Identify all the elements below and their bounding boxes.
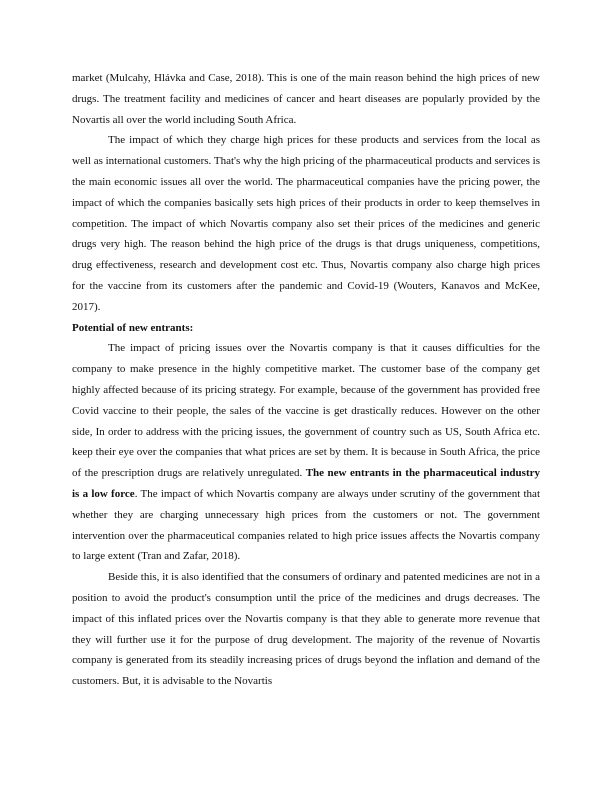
document-page (72, 68, 540, 692)
paragraph-4: Beside this, it is also identified that the consumers of ordinary and patented medicines are not in a position to avoid the product's consumption until the price of the medicines and drugs decreases. The impact of this inflated prices over the Novartis company is that they able to generate more revenue that they will further use it for the purpose of drug development. The majority of the revenue of Novartis company is generated from its steadily increasing prices of drugs beyond the inflation and demand of the customers. But, it is advisable to the Novartis (72, 571, 540, 688)
paragraph-2: The impact of which they charge high prices for these products and services from the local as well as international customers. That's why the high pricing of the pharmaceutical products and services is the main economic issues all over the world. The pharmaceutical companies have the pricing power, the impact of which the companies basically sets high prices of their products in order to keep themselves in competition. The impact of which Novartis company also set their prices of the medicines and generic drugs very high. The reason behind the high price of the drugs is that drugs uniqueness, competitions, drug effectiveness, research and development cost etc. Thus, Novartis company also charge high prices for the vaccine from its customers after the pandemic and Covid-19 (Wouters, Kanavos and McKee, 2017). (72, 134, 540, 313)
paragraph-3-text-after: . The impact of which Novartis company are always under scrutiny of the government that whether they are charging unnecessary high prices from the customers or not. The government intervention over the pharmaceutical companies related to high price issues affects the Novartis company to large extent (Tran and Zafar, 2018). (72, 487, 540, 563)
paragraph-3 (72, 338, 540, 567)
paragraph-3-bold-statement: The new entrants in the pharmaceutical industry is a low force (72, 467, 540, 500)
paragraph-1: market (Mulcahy, Hlávka and Case, 2018). This is one of the main reason behind the high prices of new drugs. The treatment facility and medicines of cancer and heart diseases are popularly provided by the Novartis all over the world including South Africa. (72, 72, 540, 126)
section-heading: Potential of new entrants: (72, 321, 194, 334)
paragraph-3-text-before: The impact of pricing issues over the Novartis company is that it causes difficulties for the company to make presence in the highly competitive market. The customer base of the company get highly affected because of its pricing strategy. For example, because of the government has provided free Covid vaccine to their people, the sales of the vaccine is get drastically reduces. However on the other side, In order to address with the pricing issues, the government of country such as US, South Africa etc. keep their eye over the companies that what prices are set by them. It is because in South Africa, the price of the prescription drugs are relatively unregulated. (72, 342, 540, 480)
